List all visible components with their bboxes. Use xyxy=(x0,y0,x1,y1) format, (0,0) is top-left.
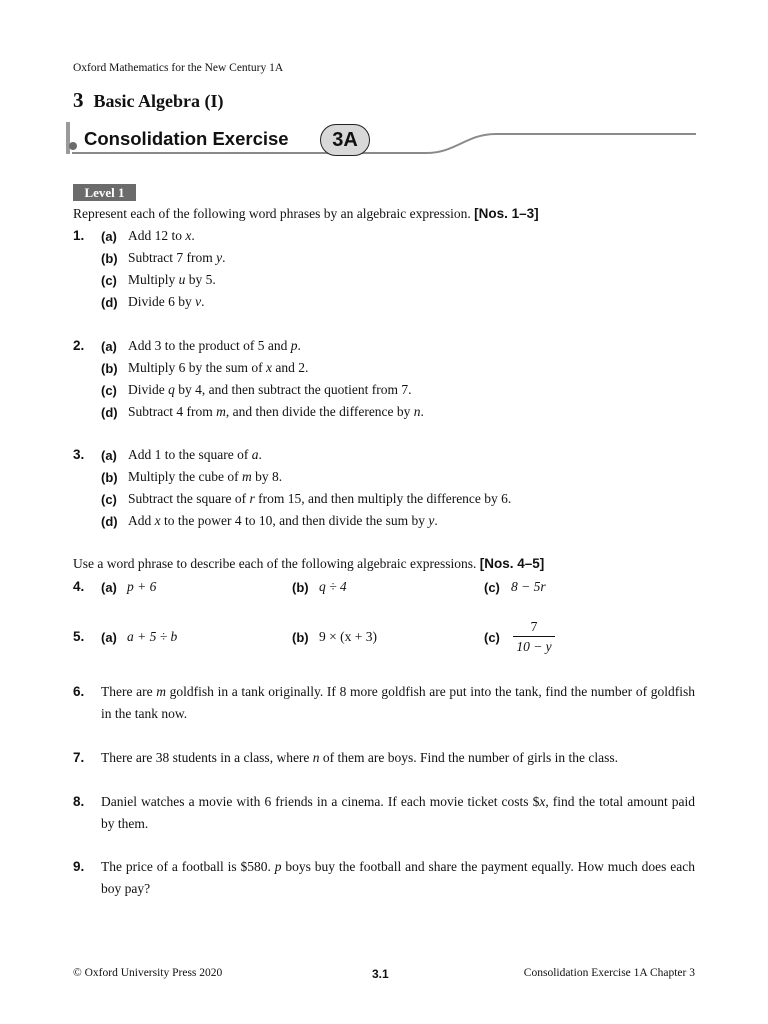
q3a-text: Add 1 to the square of a. xyxy=(128,447,262,462)
chapter-heading xyxy=(73,88,224,113)
q4c-expr: 8 − 5r xyxy=(511,579,546,594)
q5c-fraction xyxy=(513,618,555,655)
q2b-label: (b) xyxy=(101,361,118,376)
banner-code: 3A xyxy=(320,124,370,156)
q2d-label: (d) xyxy=(101,405,118,420)
q8-number: 8. xyxy=(73,794,85,809)
q3-number: 3. xyxy=(73,447,85,462)
q3c xyxy=(101,491,117,509)
q3d xyxy=(101,513,118,531)
q1b xyxy=(101,250,118,268)
section2-instruction xyxy=(73,556,544,572)
q3b xyxy=(101,469,118,487)
q8-text: Daniel watches a movie with 6 friends in a cinema. If each movie ticket costs $x, find the total amount paid by them. xyxy=(101,794,695,831)
chapter-title: Basic Algebra (I) xyxy=(93,91,224,111)
q2c-text: Divide q by 4, and then subtract the quotient from 7. xyxy=(128,382,412,397)
q5c xyxy=(484,629,500,647)
section2-ref: [Nos. 4–5] xyxy=(479,556,545,571)
q4a xyxy=(101,579,117,597)
q5c-denominator: 10 − y xyxy=(516,639,552,654)
q1b-label: (b) xyxy=(101,251,118,266)
q3c-label: (c) xyxy=(101,492,117,507)
q2-number: 2. xyxy=(73,338,85,353)
q1-number: 1. xyxy=(73,228,85,243)
q5c-label: (c) xyxy=(484,630,500,645)
footer-copyright: © Oxford University Press 2020 xyxy=(73,967,223,979)
q6-number: 6. xyxy=(73,684,85,699)
q4b xyxy=(292,579,309,597)
footer-chapter-ref: Consolidation Exercise 1A Chapter 3 xyxy=(523,967,695,979)
section1-instruction-text: Represent each of the following word phrases by an algebraic expression. xyxy=(73,206,471,221)
book-title: Oxford Mathematics for the New Century 1A xyxy=(73,62,284,74)
q3b-label: (b) xyxy=(101,470,118,485)
q2d-text: Subtract 4 from m, and then divide the difference by n. xyxy=(128,404,424,419)
q4a-expr: p + 6 xyxy=(127,579,157,594)
q1d-label: (d) xyxy=(101,295,118,310)
q3b-text: Multiply the cube of m by 8. xyxy=(128,469,283,484)
section2-instruction-text: Use a word phrase to describe each of the following algebraic expressions. xyxy=(73,556,477,571)
q1b-text: Subtract 7 from y. xyxy=(128,250,226,265)
q3c-text: Subtract the square of r from 15, and then multiply the difference by 6. xyxy=(128,491,512,506)
q1a-text: Add 12 to x. xyxy=(128,228,195,243)
q2a xyxy=(101,338,117,356)
q1d xyxy=(101,294,118,312)
q2b xyxy=(101,360,118,378)
q3d-label: (d) xyxy=(101,514,118,529)
q5b-expr: 9 × (x + 3) xyxy=(319,629,377,644)
q2b-text: Multiply 6 by the sum of x and 2. xyxy=(128,360,309,375)
q7-number: 7. xyxy=(73,750,85,765)
q5c-numerator: 7 xyxy=(530,619,538,634)
q4b-expr: q ÷ 4 xyxy=(319,579,347,594)
q1a-label: (a) xyxy=(101,229,117,244)
q5b-label: (b) xyxy=(292,630,309,645)
q2c xyxy=(101,382,117,400)
q9-number: 9. xyxy=(73,859,85,874)
q5a-label: (a) xyxy=(101,630,117,645)
q2d xyxy=(101,404,118,422)
q9-text: The price of a football is $580. p boys buy the football and share the payment equally. How much does each boy pay? xyxy=(101,859,695,896)
q1d-text: Divide 6 by v. xyxy=(128,294,205,309)
footer-page-number: 3.1 xyxy=(372,967,389,981)
level-label: Level 1 xyxy=(73,184,136,201)
q1c-label: (c) xyxy=(101,273,117,288)
q2c-label: (c) xyxy=(101,383,117,398)
q4a-label: (a) xyxy=(101,580,117,595)
q5a-expr: a + 5 ÷ b xyxy=(127,629,178,644)
banner-title: Consolidation Exercise xyxy=(84,128,289,149)
q3a-label: (a) xyxy=(101,448,117,463)
q4c xyxy=(484,579,500,597)
q1c xyxy=(101,272,117,290)
q5b xyxy=(292,629,309,647)
q2a-label: (a) xyxy=(101,339,117,354)
q2a-text: Add 3 to the product of 5 and p. xyxy=(128,338,301,353)
q4c-label: (c) xyxy=(484,580,500,595)
q4-number: 4. xyxy=(73,579,85,594)
q4b-label: (b) xyxy=(292,580,309,595)
q3d-text: Add x to the power 4 to 10, and then divide the sum by y. xyxy=(128,513,438,528)
q5a xyxy=(101,629,117,647)
q1a xyxy=(101,228,117,246)
section1-instruction xyxy=(73,206,539,222)
chapter-number: 3 xyxy=(73,88,84,112)
q7-text: There are 38 students in a class, where n of them are boys. Find the number of girls in the class. xyxy=(101,750,618,765)
q5-number: 5. xyxy=(73,629,85,644)
section1-ref: [Nos. 1–3] xyxy=(474,206,539,221)
q3a xyxy=(101,447,117,465)
q6-text: There are m goldfish in a tank originally. If 8 more goldfish are put into the tank, find the number of goldfish in the tank now. xyxy=(101,684,695,721)
q1c-text: Multiply u by 5. xyxy=(128,272,216,287)
